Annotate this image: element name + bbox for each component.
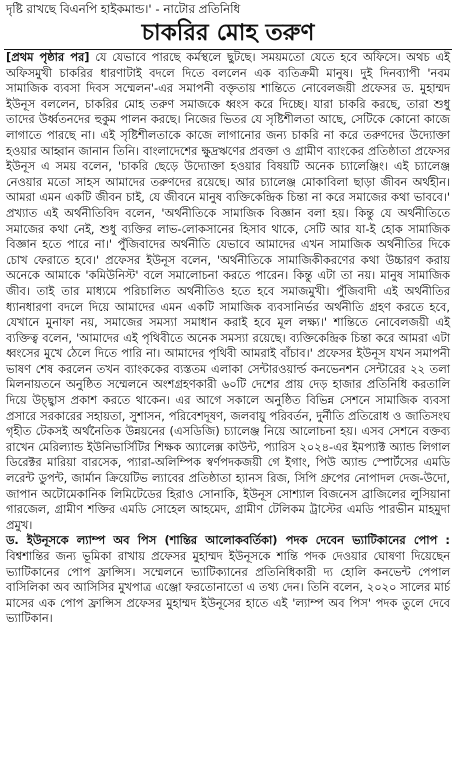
previous-article-tail: দৃষ্টি রাখছে বিএনপি হাইকমান্ড।' - নাটোর প্রতিনিধি [6, 2, 241, 16]
continuation-tag: [প্রথম পৃষ্ঠার পর] [6, 50, 90, 64]
award-text: বিশ্বশান্তির জন্য ভূমিকা রাখায় প্রফেসর মুহাম্মদ ইউনূসকে শান্তি পদক দেওয়ার ঘোষণা দিয়েছেন ভ্যাটিকানের পোপ ফ্রান্সিস। সম্মেলনে ভ্যাটিক্যানের প্রতিনিধিকারী দ্য হোলি কনভেন্ট পেপাল বাসিলিকা অব আসিসির মুখপাত্র এঞ্জো ফরতোনাতো এ তথ্য দেন। তিনি বলেন, ২০২০ সালের মার্চ মাসের এক পোপ ফ্রান্সিস প্রফেসর মুহাম্মদ ইউনূসের হাতে এই 'ল্যাম্প অব পিস' পদক তুলে দেবে ভ্যাটিকান। [6, 549, 450, 626]
article-paragraph [6, 50, 450, 533]
article-paragraph-award [6, 533, 450, 627]
subheading: ড. ইউনূসকে ল্যাম্প অব পিস (শান্তির আলোকবর্তিকা) পদক দেবেন ভ্যাটিকানের পোপ : [6, 533, 450, 548]
article-body [6, 50, 450, 627]
page-title: চাকরির মোহ তরুণ [141, 20, 315, 46]
article-text: যে যেভাবে পারছে কর্মস্থলে ছুটছে। সময়মতো যেতে হবে অফিসে। অথচ এই অফিসমুখী চাকরির ধারণাটাই বদলে দিতে বললেন এক ব্যতিক্রমী মানুষ। দুই দিনব্যাপী 'নবম সামাজিক ব্যবসা দিবস সম্মেলন'-এর সমাপনী বক্তৃতায় শান্তিতে নোবেলজয়ী প্রফেসর ড. মুহাম্মদ ইউনূস বললেন, চাকরির মোহ তরুণ সমাজকে ধ্বংস করে দিচ্ছে। যারা চাকরি করছে, তারা শুধু তাদের উর্ধ্বতনদের হুকুম পালন করছে। নিজের ভিতর যে সৃষ্টিশীলতা আছে, সেটিকে কোনো কাজে লাগাতে পারছে না। এই সৃষ্টিশীলতাকে কাজে লাগানোর জন্য চাকরি না করে তরুণদের উদ্যোক্তা হওয়ার আহ্বান জানান তিনি। বাংলাদেশের ক্ষুদ্রঋণের প্রবক্তা ও গ্রামীণ ব্যাংকের প্রতিষ্ঠাতা প্রফেসর ইউনূস এ সময় বলেন, 'চাকরি ছেড়ে উদ্যোক্তা হওয়ার বিষয়টি অনেক চ্যালেঞ্জিং। এই চ্যালেঞ্জ নেওয়ার মতো সাহস আমাদের তরুণদের রয়েছে। আর চ্যালেঞ্জ মোকাবিলা ছাড়া জীবন অর্থহীন। আমরা এমন একটি জীবন চাই, যে জীবনে মানুষ ব্যক্তিকেন্দ্রিক চিন্তা না করে সমাজের কথা ভাববে।' প্রখ্যাত এই অর্থনীতিবিদ বলেন, 'অর্থনীতিকে সামাজিক বিজ্ঞান বলা হয়। কিন্তু যে অর্থনীতিতে সমাজের কথা নেই, শুধু ব্যক্তির লাভ-লোকসানের হিসাব থাকে, সেটি আর যা-ই হোক সামাজিক বিজ্ঞান হতে পারে না।' পুঁজিবাদের অর্থনীতি যেভাবে আমাদের এখন সামাজিক অর্থনীতির দিকে চোখ ফেরাতে হবে।' প্রফেসর ইউনূস বলেন, 'অর্থনীতিকে সামাজিকীকরণের কথা উচ্চারণ করায় অনেকে আমাকে 'কমিউনিস্ট' বলে সমালোচনা করতে পারেন। কিন্তু এটা তা নয়। মানুষ সামাজিক জীব। তাই তার মাধ্যমে পরিচালিত অর্থনীতিও হতে হবে সমাজমুখী। পুঁজিবাদী এই অর্থনীতির ধ্যানধারণা বদলে দিয়ে আমাদের এমন একটি সামাজিক ব্যবসানির্ভর অর্থনীতি গ্রহণ করতে হবে, যেখানে মুনাফা নয়, সমাজের সমস্যা সমাধান করাই হবে মূল লক্ষ্য।' শান্তিতে নোবেলজয়ী এই ব্যক্তিত্ব বলেন, 'আমাদের এই পৃথিবীতে অনেক সমস্যা রয়েছে। ব্যক্তিকেন্দ্রিক চিন্তা করে আমরা এটা ধ্বংসের মুখে ঠেলে দিতে পারি না। আমাদের পৃথিবী আমরাই বাঁচাব।' প্রফেসর ইউনূস যখন সমাপনী ভাষণ শেষ করলেন তখন ব্যাংককের ব্যস্ততম এলাকা সেন্টারওয়ার্ল্ড কনভেনশন সেন্টারের ২২ তলা মিলনায়তনে অনুষ্ঠিত সম্মেলনে অংশগ্রহণকারী ৬০টি দেশের প্রায় দেড় হাজার প্রতিনিধি করতালি দিয়ে উচ্ছ্বাস প্রকাশ করতে থাকেন। এর আগে সকালে অনুষ্ঠিত বিভিন্ন সেশনে সামাজিক ব্যবসা প্রসারে সরকারের সহায়তা, সুশাসন, পরিবেশদূষণ, জলবায়ু পরিবর্তন, দুর্নীতি প্রতিরোধ ও জাতিসংঘ গৃহীত টেকসই অর্থনৈতিক উন্নয়নের (এসডিজি) চ্যালেঞ্জ নিয়ে আলোচনা হয়। এসব সেশনে বক্তব্য রাখেন মেরিল্যান্ড ইউনিভার্সিটির শিক্ষক অ্যালেক্স কাউন্ট, প্যারিস ২০২৪-এর ইমপ্যাক্ট অ্যান্ড লিগাল ডিরেক্টর মারিয়া বারসেক, প্যারা-অলিম্পিক স্বর্ণপদকজয়ী গে ইগাং, পিউ অ্যান্ড স্পোর্টসের এমডি লরেন্ট ডুপন্ট, জার্মান ক্রিয়েটিভ ল্যাবের প্রতিষ্ঠাতা হ্যানস রিজ, সিপি গ্রুপের নোপাদল দেজ-উদো, জাপান অটোমেকানিক লিমিটেডের হিরাও সোনাকি, ইউনূস সোশ্যাল বিজনেস ব্রাজিলের লুসিয়ানা গারজেল, গ্রামীণ শক্তির এমডি সোহেল আহমেদ, গ্রামীণ টেলিকম ট্রাস্টের এমডি পারভীন মাহমুদা প্রমুখ। [6, 50, 450, 532]
